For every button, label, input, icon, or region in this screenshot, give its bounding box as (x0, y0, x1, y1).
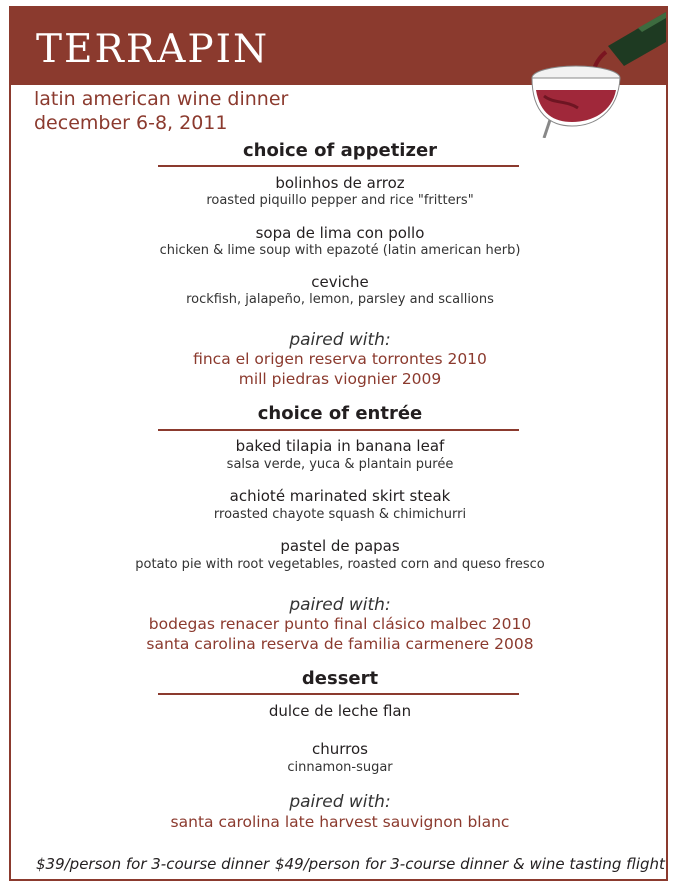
dessert-divider (158, 693, 519, 695)
entree-divider (158, 429, 519, 431)
restaurant-logo: terrapin (36, 11, 270, 76)
dessert-item-name: churros (312, 740, 368, 758)
entree-item-name: baked tilapia in banana leaf (235, 437, 445, 455)
appetizer-paired-label: paired with: (289, 330, 391, 350)
appetizer-item-name: ceviche (311, 273, 369, 291)
entree-heading: choice of entrée (257, 403, 423, 424)
appetizer-wine: mill piedras viognier 2009 (238, 370, 442, 388)
dessert-item-name: dulce de leche flan (268, 702, 412, 720)
event-dates: december 6-8, 2011 (34, 112, 228, 134)
appetizer-item-desc: chicken & lime soup with epazoté (latin american herb) (159, 243, 521, 258)
entree-item-name: achioté marinated skirt steak (229, 487, 451, 505)
appetizer-divider (158, 165, 519, 167)
wine-glass-bottle-icon (520, 8, 666, 138)
entree-wine: santa carolina reserva de familia carmenere 2008 (146, 635, 534, 653)
entree-paired-label: paired with: (289, 595, 391, 615)
appetizer-item-desc: roasted piquillo pepper and rice "fritters" (206, 193, 474, 208)
entree-wine: bodegas renacer punto final clásico malbec 2010 (148, 615, 532, 633)
appetizer-heading: choice of appetizer (242, 140, 438, 161)
price-with-wine: $49/person for 3-course dinner & wine tasting flight (275, 855, 665, 873)
appetizer-item-desc: rockfish, jalapeño, lemon, parsley and scallions (186, 292, 494, 307)
appetizer-item-name: bolinhos de arroz (275, 174, 405, 192)
dessert-item-desc: cinnamon-sugar (287, 760, 393, 775)
entree-item-desc: rroasted chayote squash & chimichurri (213, 507, 467, 522)
appetizer-wine: finca el origen reserva torrontes 2010 (193, 350, 487, 368)
dessert-wine: santa carolina late harvest sauvignon blanc (170, 813, 510, 831)
event-title: latin american wine dinner (34, 88, 289, 110)
entree-item-name: pastel de papas (280, 537, 400, 555)
dessert-paired-label: paired with: (289, 792, 391, 812)
dessert-heading: dessert (301, 668, 379, 689)
entree-item-desc: potato pie with root vegetables, roasted corn and queso fresco (135, 557, 545, 572)
price-three-course: $39/person for 3-course dinner (36, 855, 270, 873)
entree-item-desc: salsa verde, yuca & plantain purée (226, 457, 454, 472)
appetizer-item-name: sopa de lima con pollo (255, 224, 425, 242)
